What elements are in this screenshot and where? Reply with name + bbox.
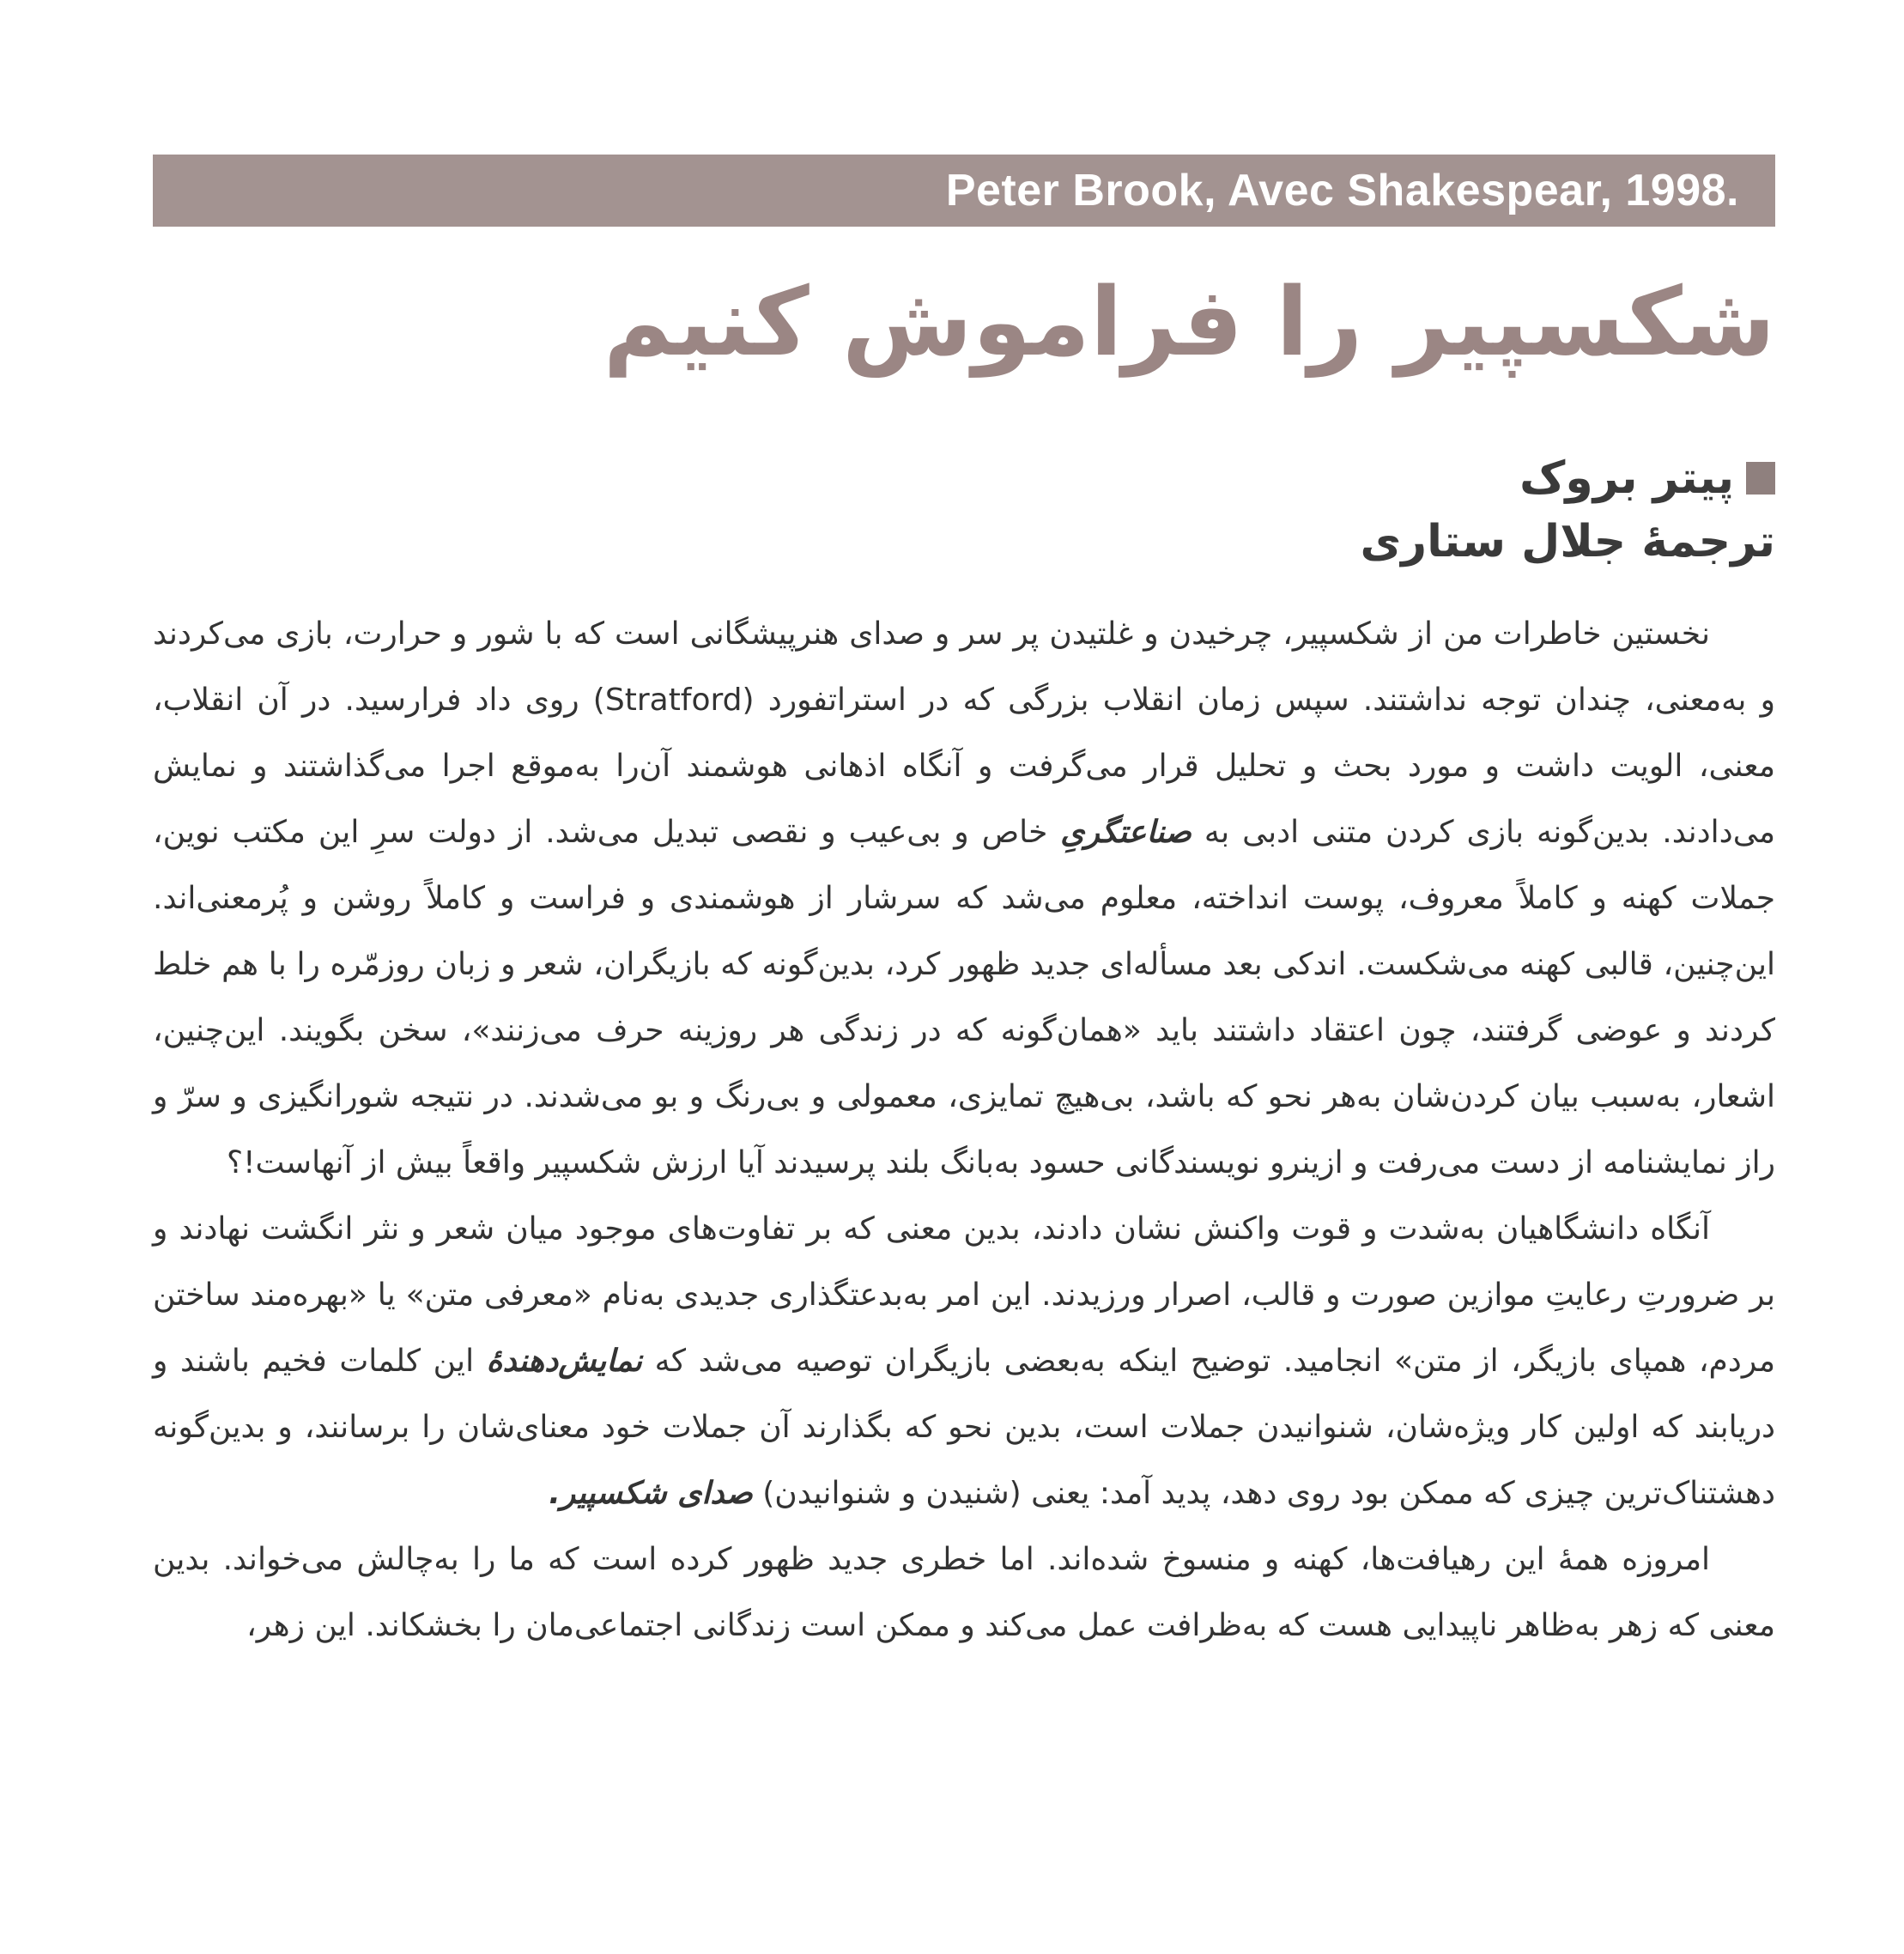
author-row [745, 446, 1775, 510]
banner-citation: Peter Brook, Avec Shakespear, 1998. [945, 166, 1739, 215]
paragraph-2-text-b: این کلمات فخیم باشند و دریابند که اولین کار ویژه‌شان، شنوانیدن جملات است، بدین نحو که بگذارند آن جملات خود معنای‌شان را برسانند، و بدین‌گونه دهشتناک‌ترین چیزی که ممکن بود روی دهد، پدید آمد: یعنی (شنیدن و شنوانیدن) [153, 1344, 1775, 1511]
paragraph-2-emphasis: نمایش‌دهندهٔ [486, 1344, 643, 1379]
paragraph-1-emphasis: صناعتگریِ [1060, 815, 1192, 850]
author-name: پیتر بروک [1519, 452, 1734, 504]
paragraph-1-text-b: خاص و بی‌عیب و نقصی تبدیل می‌شد. از دولت سرِ این مکتب نوین، جملات کهنه و کاملاً معروف، پوست انداخته، معلوم می‌شد که سرشار از هوشمندی و فراست و کاملاً روشن و پُرمعنی‌اند. این‌چنین، قالبی کهنه می‌شکست. اندکی بعد مسأله‌ای جدید ظهور کرد، بدین‌گونه که بازیگران، شعر و زبان روزمّره را با هم خلط کردند و عوضی گرفتند، چون اعتقاد داشتند باید «همان‌گونه که در زندگی هر روزینه حرف می‌زنند»، سخن بگویند. این‌چنین، اشعار، به‌سبب بیان کردن‌شان به‌هر نحو که باشد، بی‌هیچ تمایزی، معمولی و بی‌رنگ و بو می‌شدند. در نتیجه شورانگیزی و سرّ و راز نمایشنامه از دست می‌رفت و ازینرو نویسندگانی حسود به‌بانگ بلند پرسیدند آیا ارزش شکسپیر واقعاً بیش از آنهاست!؟ [153, 815, 1775, 1180]
square-bullet-icon [1746, 462, 1775, 495]
article-title: شکسپیر را فراموش کنیم [603, 267, 1775, 377]
byline [745, 446, 1775, 573]
paragraph-1 [153, 601, 1775, 1196]
header-banner [153, 155, 1775, 227]
translator-credit: ترجمهٔ جلال ستاری [1360, 516, 1775, 567]
paragraph-2-text-a: آنگاه دانشگاهیان به‌شدت و قوت واکنش نشان دادند، بدین معنی که بر تفاوت‌های موجود میان شعر و نثر انگشت نهادند و بر ضرورتِ رعایتِ موازین صورت و قالب، اصرار ورزیدند. این امر به‌بدعتگذاری جدیدی به‌نام «معرفی متن» یا «بهره‌مند ساختن مردم، همپای بازیگر، از متن» انجامید. توضیح اینکه به‌بعضی بازیگران توصیه می‌شد که [153, 1211, 1775, 1379]
paragraph-2 [153, 1196, 1775, 1526]
paragraph-1-text-a: نخستین خاطرات من از شکسپیر، چرخیدن و غلتیدن پر سر و صدای هنرپیشگانی است که با شور و حرارت، بازی می‌کردند و به‌معنی، چندان توجه نداشتند. سپس زمان انقلاب بزرگی که در استراتفورد (Stratford) روی داد فرارسید. در آن انقلاب، معنی، الویت داشت و مورد بحث و تحلیل قرار می‌گرفت و آنگاه اذهانی هوشمند آن‌را به‌موقع اجرا می‌گذاشتند و نمایش می‌دادند. بدین‌گونه بازی کردن متنی ادبی به [153, 616, 1775, 850]
article-body [153, 601, 1775, 1659]
paragraph-3-text: امروزه همهٔ این رهیافت‌ها، کهنه و منسوخ شده‌اند. اما خطری جدید ظهور کرده است که ما را به‌چالش می‌خواند. بدین معنی که زهر به‌ظاهر ناپیدایی هست که به‌ظرافت عمل می‌کند و ممکن است زندگانی اجتماعی‌مان را بخشکاند. این زهر، [153, 1542, 1775, 1643]
paragraph-2-emphasis-end: صدای شکسپیر. [549, 1476, 753, 1511]
paragraph-3 [153, 1526, 1775, 1659]
